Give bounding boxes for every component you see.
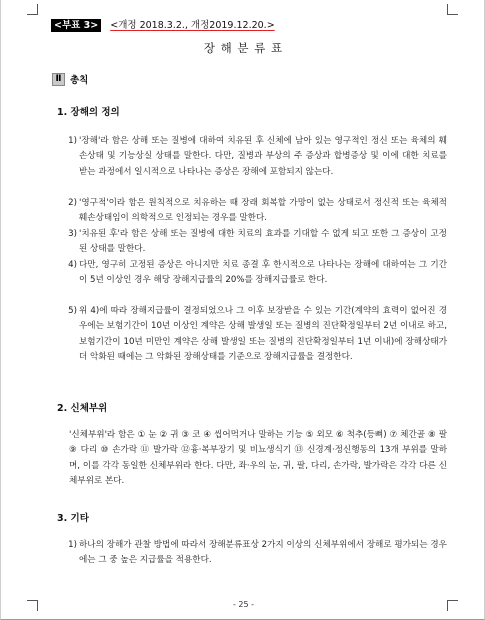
subsection-heading-body-parts: 2. 신체부위 <box>57 403 108 414</box>
body-parts-paragraph: '신체부위'라 함은 ① 눈 ② 귀 ③ 코 ④ 씹어먹거나 말하는 기능 ⑤ 외모 ⑥ 척추(등뼈) ⑦ 체간골 ⑧ 팔 ⑨ 다리 ⑩ 손가락 ⑪ 발가락 ⑫흉·복부장기 및 비뇨생식기 ⑬ 신경계·정신행동의 13개 부위를 말하며, 이를 각각 동일한 신체부위라 한다. 다만, 좌·우의 눈, 귀, 팔, 다리, 손가락, 발가락은 각각 다른 신체부위로 본다. <box>69 430 447 486</box>
section-title: 총칙 <box>70 75 89 86</box>
list-item-text: '치유된 후'라 함은 상해 또는 질병에 대한 치료의 효과를 기대할 수 없게 되고 또한 그 증상이 고정된 상태를 말한다. <box>79 229 447 255</box>
section-number-box: Ⅱ <box>52 73 65 86</box>
list-item-number: 4) <box>68 260 77 270</box>
document-header <box>51 19 451 33</box>
list-item <box>49 134 447 180</box>
appendix-badge: <부표 3> <box>51 19 101 32</box>
list-item <box>49 304 447 365</box>
list-item-text: 다만, 영구히 고정된 증상은 아니지만 치료 종결 후 한시적으로 나타나는 장해에 대하여는 그 기간이 5년 이상인 경우 해당 장해지급률의 20%를 장해지급률로 한다. <box>79 260 447 286</box>
list-item <box>49 227 447 258</box>
crop-mark-top-right <box>447 4 458 15</box>
list-item <box>49 258 447 289</box>
list-item-number: 3) <box>68 229 77 239</box>
list-item-text: '장해'라 함은 상해 또는 질병에 대하여 치유된 후 신체에 남아 있는 영구적인 정신 또는 육체의 훼손상태 및 기능상실 상태를 말한다. 다만, 질병과 부상의 주 증상과 합병증상 및 이에 대한 치료를 받는 과정에서 일시적으로 나타나는 증상은 장해에 포함되지 않는다. <box>79 136 447 177</box>
list-item-text: '영구적'이라 함은 원칙적으로 치유하는 때 장래 회복할 가망이 없는 상태로서 정신적 또는 육체적 훼손상태임이 의학적으로 인정되는 경우를 말한다. <box>79 198 447 224</box>
page-number: - 25 - <box>232 600 255 609</box>
list-item-number: 5) <box>68 306 77 316</box>
document-title: 장 해 분 류 표 <box>203 41 284 55</box>
subsection-heading-other: 3. 기타 <box>57 513 89 524</box>
list-item-text: 하나의 장해가 관찰 방법에 따라서 장해분류표상 2가지 이상의 신체부위에서 장해로 평가되는 경우에는 그 중 높은 지급률을 적용한다. <box>79 540 447 566</box>
revision-note: <개정 2018.3.2., 개정2019.12.20.> <box>110 20 275 31</box>
list-item <box>49 196 447 227</box>
subsection-heading-definition: 1. 장해의 정의 <box>57 107 120 118</box>
crop-mark-top-left <box>27 4 38 15</box>
list-item <box>49 538 447 569</box>
list-item-number: 1) <box>68 540 77 550</box>
list-item-number: 1) <box>68 136 77 146</box>
list-item-number: 2) <box>68 198 77 208</box>
section-heading-general <box>52 72 88 86</box>
list-item-text: 위 4)에 따라 장해지급률이 결정되었으나 그 이후 보장받을 수 있는 기간(계약의 효력이 없어진 경우에는 보험기간이 10년 이상인 계약은 상해 발생일 또는 질병의 진단확정일부터 2년 이내로 하고, 보험기간이 10년 미만인 계약은 상해 발생일 또는 질병의 진단확정일부터 1년 이내)에 장해상태가 더 악화된 때에는 그 악화된 장해상태를 기준으로 장해지급률을 결정한다. <box>79 306 447 362</box>
